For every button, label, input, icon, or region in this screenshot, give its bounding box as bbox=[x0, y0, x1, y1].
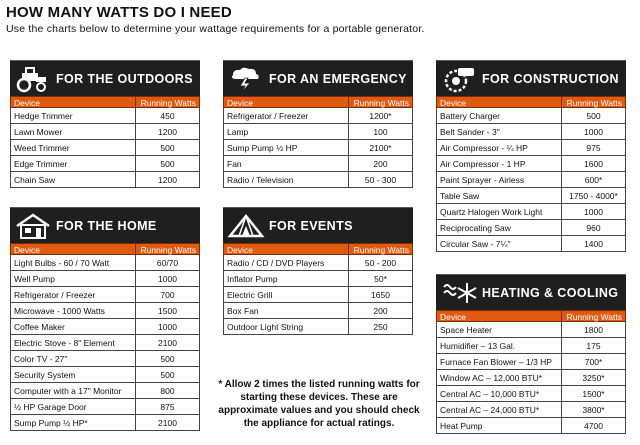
watts-cell: 800 bbox=[160, 386, 175, 396]
watts-cell: 1500* bbox=[582, 389, 605, 399]
device-cell: Furnace Fan Blower – 1/3 HP bbox=[437, 354, 562, 369]
panel-outdoors bbox=[10, 60, 200, 188]
watts-cell: 1500 bbox=[158, 306, 177, 316]
page-title: HOW MANY WATTS DO I NEED bbox=[6, 4, 232, 21]
panel-title: HEATING & COOLING bbox=[482, 285, 619, 300]
watts-cell: 1800 bbox=[584, 325, 603, 335]
table-row bbox=[10, 124, 200, 140]
table-row bbox=[10, 303, 200, 319]
device-cell: Electric Stove - 8" Element bbox=[11, 335, 136, 350]
device-cell: Refrigerator / Freezer bbox=[224, 108, 349, 123]
column-header: Device Running Watts bbox=[436, 96, 626, 108]
watts-cell: 1200 bbox=[158, 175, 177, 185]
panel-header bbox=[223, 60, 413, 96]
device-cell: Chain Saw bbox=[11, 172, 136, 187]
table-row bbox=[223, 172, 413, 188]
table-row bbox=[223, 124, 413, 140]
watts-cell: 1000 bbox=[158, 322, 177, 332]
watts-cell: 700 bbox=[160, 290, 175, 300]
column-header: Device Running Watts bbox=[436, 310, 626, 322]
table-row bbox=[223, 108, 413, 124]
device-cell: Lawn Mower bbox=[11, 124, 136, 139]
watts-cell: 1600 bbox=[584, 159, 603, 169]
panel-construction bbox=[436, 60, 626, 252]
device-cell: Outdoor Light String bbox=[224, 319, 349, 334]
table-row bbox=[436, 204, 626, 220]
device-cell: Paint Sprayer - Airless bbox=[437, 172, 562, 187]
device-cell: Circular Saw - 7¼" bbox=[437, 236, 562, 251]
device-cell: Fan bbox=[224, 156, 349, 171]
table-row bbox=[223, 156, 413, 172]
watts-cell: 875 bbox=[160, 402, 175, 412]
table-row bbox=[436, 236, 626, 252]
panel-events bbox=[223, 207, 413, 335]
device-cell: Window AC – 12,000 BTU* bbox=[437, 370, 562, 385]
device-cell: Radio / CD / DVD Players bbox=[224, 255, 349, 270]
watts-cell: 250 bbox=[373, 322, 388, 332]
tent-icon bbox=[223, 211, 269, 241]
table-row bbox=[10, 319, 200, 335]
watts-cell: 1000 bbox=[158, 274, 177, 284]
table-row bbox=[223, 319, 413, 335]
column-header: Device Running Watts bbox=[10, 96, 200, 108]
watts-cell: 450 bbox=[160, 111, 175, 121]
panel-header bbox=[223, 207, 413, 243]
device-cell: Light Bulbs - 60 / 70 Watt bbox=[11, 255, 136, 270]
watts-cell: 200 bbox=[373, 159, 388, 169]
device-cell: Space Heater bbox=[437, 322, 562, 337]
table-row bbox=[436, 140, 626, 156]
table-row bbox=[223, 303, 413, 319]
table-row bbox=[436, 108, 626, 124]
column-header: Device Running Watts bbox=[223, 243, 413, 255]
column-header: Device Running Watts bbox=[10, 243, 200, 255]
device-cell: Electric Grill bbox=[224, 287, 349, 302]
table-row bbox=[436, 418, 626, 434]
watts-cell: 100 bbox=[373, 127, 388, 137]
watts-cell: 1750 - 4000* bbox=[569, 191, 618, 201]
device-cell: Central AC – 10,000 BTU* bbox=[437, 386, 562, 401]
watts-cell: 975 bbox=[586, 143, 601, 153]
snowflake-icon bbox=[436, 278, 482, 308]
table-row bbox=[436, 220, 626, 236]
panel-heating-cooling bbox=[436, 274, 626, 434]
device-cell: Security System bbox=[11, 367, 136, 382]
device-cell: Reciprocating Saw bbox=[437, 220, 562, 235]
table-row bbox=[436, 402, 626, 418]
device-cell: Computer with a 17" Monitor bbox=[11, 383, 136, 398]
watts-cell: 2100 bbox=[158, 338, 177, 348]
watts-cell: 1400 bbox=[584, 239, 603, 249]
watts-cell: 2100 bbox=[158, 418, 177, 428]
watts-cell: 2100* bbox=[369, 143, 392, 153]
table-row bbox=[436, 386, 626, 402]
device-cell: Microwave - 1000 Watts bbox=[11, 303, 136, 318]
watts-cell: 50 - 200 bbox=[364, 258, 397, 268]
table-row bbox=[223, 287, 413, 303]
watts-cell: 500 bbox=[160, 143, 175, 153]
table-row bbox=[10, 140, 200, 156]
device-cell: ½ HP Garage Door bbox=[11, 399, 136, 414]
device-cell: Weed Trimmer bbox=[11, 140, 136, 155]
device-cell: Battery Charger bbox=[437, 108, 562, 123]
house-icon bbox=[10, 211, 56, 241]
device-cell: Well Pump bbox=[11, 271, 136, 286]
watts-cell: 500 bbox=[160, 159, 175, 169]
watts-cell: 1200* bbox=[369, 111, 392, 121]
device-cell: Humidifier – 13 Gal. bbox=[437, 338, 562, 353]
device-cell: Quartz Halogen Work Light bbox=[437, 204, 562, 219]
table-row bbox=[223, 255, 413, 271]
table-row bbox=[10, 156, 200, 172]
table-row bbox=[436, 338, 626, 354]
watts-cell: 500 bbox=[160, 370, 175, 380]
table-row bbox=[10, 108, 200, 124]
device-cell: Radio / Television bbox=[224, 172, 349, 187]
starting-watts-note: * Allow 2 times the listed running watts for starting these devices. These are approximate values and you should check the appliance for actual ratings. bbox=[218, 379, 420, 429]
device-cell: Sump Pump ½ HP bbox=[224, 140, 349, 155]
device-cell: Coffee Maker bbox=[11, 319, 136, 334]
watts-cell: 700* bbox=[584, 357, 603, 367]
table-row bbox=[10, 415, 200, 431]
watts-cell: 175 bbox=[586, 341, 601, 351]
table-row bbox=[10, 172, 200, 188]
table-row bbox=[436, 370, 626, 386]
watts-cell: 500 bbox=[586, 111, 601, 121]
table-row bbox=[10, 383, 200, 399]
device-cell: Edge Trimmer bbox=[11, 156, 136, 171]
device-cell: Sump Pump ½ HP* bbox=[11, 415, 136, 430]
watts-cell: 50* bbox=[374, 274, 387, 284]
lightning-icon bbox=[223, 64, 269, 94]
panel-home bbox=[10, 207, 200, 431]
panel-title: FOR THE HOME bbox=[56, 218, 157, 233]
table-row bbox=[436, 156, 626, 172]
device-cell: Inflator Pump bbox=[224, 271, 349, 286]
table-row bbox=[436, 354, 626, 370]
page-subtitle: Use the charts below to determine your wattage requirements for a portable generator. bbox=[6, 23, 425, 35]
watts-cell: 1650 bbox=[371, 290, 390, 300]
panel-emergency bbox=[223, 60, 413, 188]
panel-title: FOR THE OUTDOORS bbox=[56, 71, 193, 86]
watts-cell: 960 bbox=[586, 223, 601, 233]
panel-title: FOR CONSTRUCTION bbox=[482, 71, 619, 86]
column-header: Device Running Watts bbox=[223, 96, 413, 108]
device-cell: Belt Sander - 3" bbox=[437, 124, 562, 139]
watts-cell: 4700 bbox=[584, 421, 603, 431]
table-row bbox=[10, 287, 200, 303]
panel-header bbox=[10, 60, 200, 96]
watts-cell: 600* bbox=[584, 175, 603, 185]
panel-title: FOR EVENTS bbox=[269, 218, 353, 233]
device-cell: Heat Pump bbox=[437, 418, 562, 433]
watts-cell: 3800* bbox=[582, 405, 605, 415]
device-cell: Refrigerator / Freezer bbox=[11, 287, 136, 302]
table-row bbox=[436, 124, 626, 140]
table-row bbox=[223, 271, 413, 287]
panel-header bbox=[10, 207, 200, 243]
watts-cell: 1000 bbox=[584, 207, 603, 217]
device-cell: Air Compressor - ¼ HP bbox=[437, 140, 562, 155]
device-cell: Lamp bbox=[224, 124, 349, 139]
watts-cell: 1200 bbox=[158, 127, 177, 137]
device-cell: Table Saw bbox=[437, 188, 562, 203]
device-cell: Color TV - 27" bbox=[11, 351, 136, 366]
table-row bbox=[10, 335, 200, 351]
table-row bbox=[10, 399, 200, 415]
circular-saw-icon bbox=[436, 64, 482, 94]
watts-cell: 500 bbox=[160, 354, 175, 364]
table-row bbox=[10, 255, 200, 271]
table-row bbox=[436, 322, 626, 338]
panel-header bbox=[436, 274, 626, 310]
watts-cell: 1000 bbox=[584, 127, 603, 137]
watts-cell: 50 - 300 bbox=[364, 175, 397, 185]
table-row bbox=[436, 172, 626, 188]
device-cell: Hedge Trimmer bbox=[11, 108, 136, 123]
tractor-icon bbox=[10, 64, 56, 94]
panel-header bbox=[436, 60, 626, 96]
watts-cell: 3250* bbox=[582, 373, 605, 383]
watts-cell: 60/70 bbox=[156, 258, 179, 268]
table-row bbox=[223, 140, 413, 156]
device-cell: Central AC – 24,000 BTU* bbox=[437, 402, 562, 417]
panel-title: FOR AN EMERGENCY bbox=[269, 71, 407, 86]
watts-cell: 200 bbox=[373, 306, 388, 316]
table-row bbox=[10, 271, 200, 287]
table-row bbox=[10, 351, 200, 367]
table-row bbox=[436, 188, 626, 204]
table-row bbox=[10, 367, 200, 383]
device-cell: Box Fan bbox=[224, 303, 349, 318]
device-cell: Air Compressor - 1 HP bbox=[437, 156, 562, 171]
